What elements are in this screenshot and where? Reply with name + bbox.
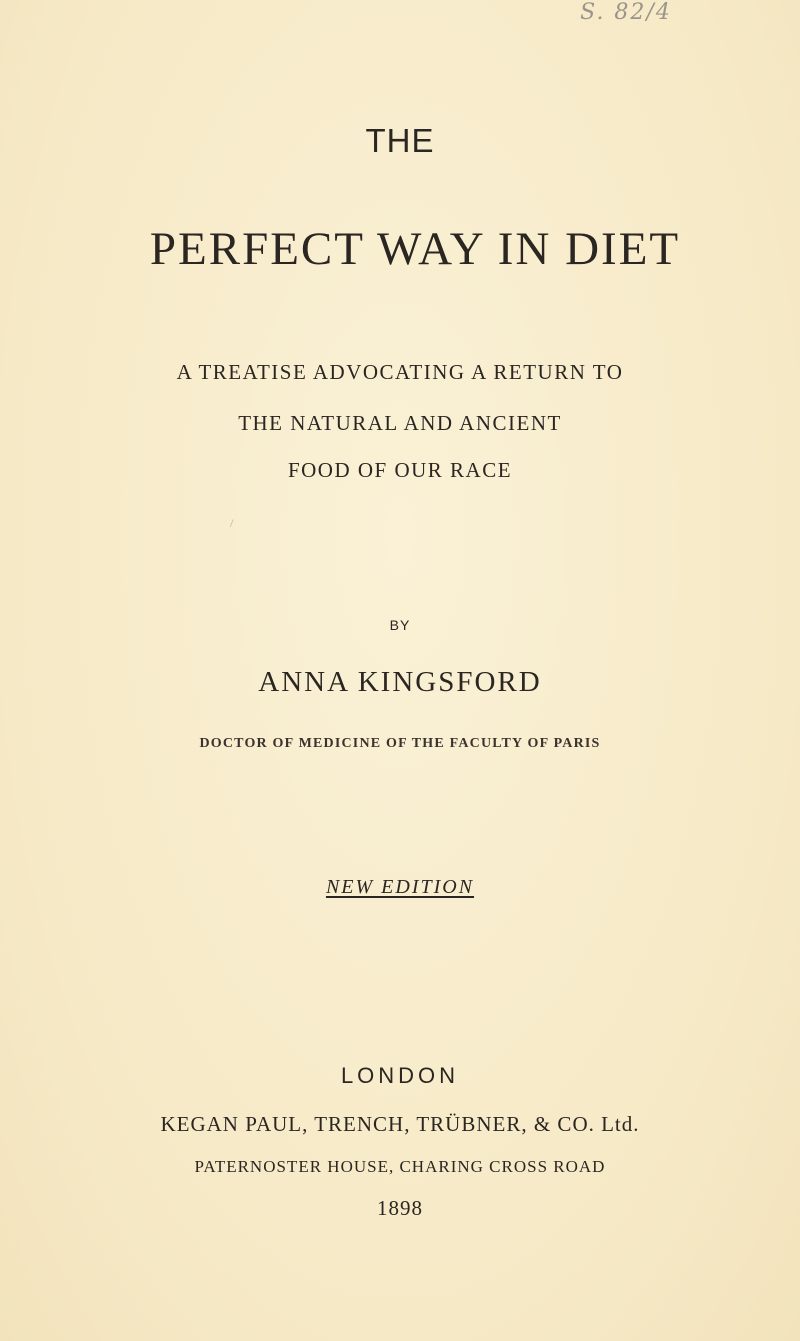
title-article: THE: [365, 122, 435, 159]
imprint-publisher: KEGAN PAUL, TRENCH, TRÜBNER, & CO. Ltd.: [160, 1112, 640, 1136]
author-name: ANNA KINGSFORD: [258, 666, 542, 698]
imprint-address: PATERNOSTER HOUSE, CHARING CROSS ROAD: [194, 1157, 606, 1176]
imprint-year: 1898: [377, 1196, 423, 1220]
subtitle-line-2: THE NATURAL AND ANCIENT: [238, 411, 562, 435]
handwritten-shelfmark: S. 82/4: [580, 0, 672, 25]
by-line: BY: [389, 617, 411, 633]
subtitle-line-3: FOOD OF OUR RACE: [287, 458, 513, 482]
imprint-city: LONDON: [340, 1063, 460, 1088]
book-title: PERFECT WAY IN DIET: [149, 223, 681, 275]
edition-label: NEW EDITION: [325, 876, 475, 898]
subtitle-line-1: A TREATISE ADVOCATING A RETURN TO: [176, 360, 624, 384]
author-credential: DOCTOR OF MEDICINE OF THE FACULTY OF PARIS: [199, 736, 601, 751]
paper-speck: /: [230, 516, 234, 530]
